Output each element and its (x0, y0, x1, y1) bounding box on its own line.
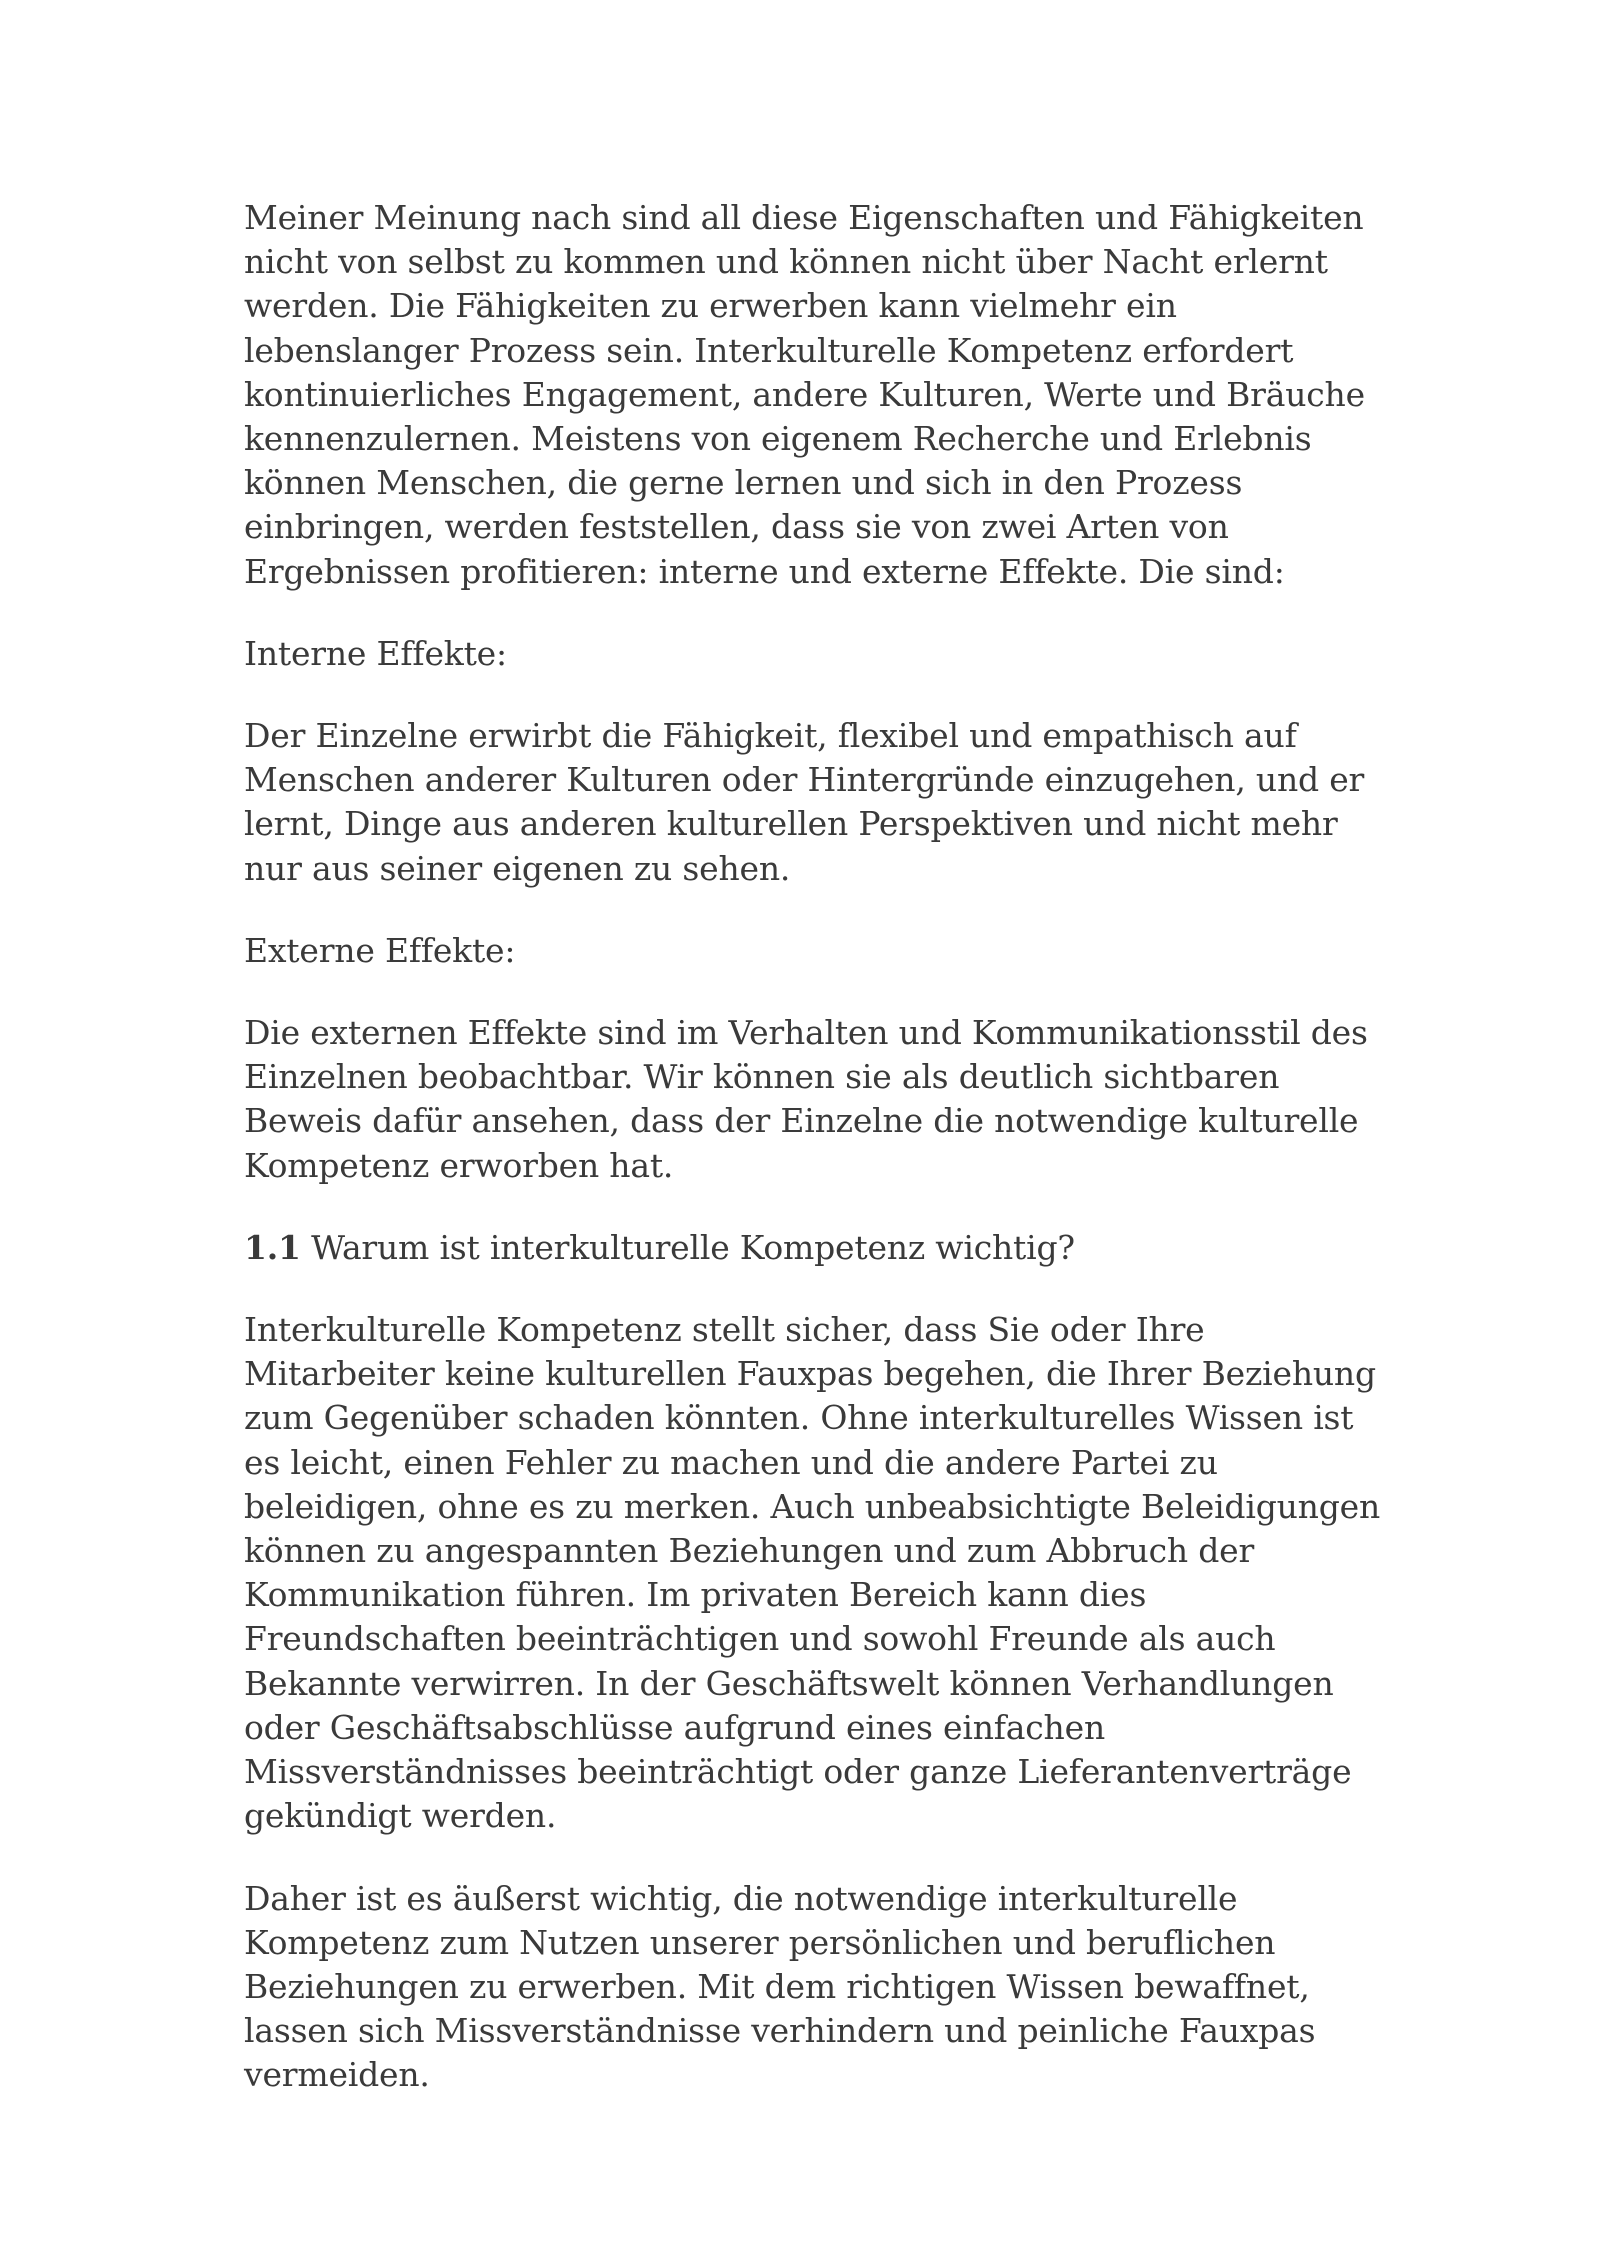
internal-effects-paragraph: Der Einzelne erwirbt die Fähigkeit, flexibel und empathisch auf Menschen anderer Kulturen oder Hintergründe einzugehen, und er lernt, Dinge aus anderen kulturellen Perspektiven und nicht mehr nur aus seiner eigenen zu sehen. (244, 716, 1365, 888)
conclusion-paragraph: Daher ist es äußerst wichtig, die notwendige interkulturelle Kompetenz zum Nutzen unserer persönlichen und beruflichen Beziehungen zu erwerben. Mit dem richtigen Wissen bewaffnet, lassen sich Missverständnisse verhindern und peinliche Fauxpas vermeiden. (244, 1878, 1316, 2095)
external-effects-paragraph: Die externen Effekte sind im Verhalten und Kommunikationsstil des Einzelnen beobachtbar. Wir können sie als deutlich sichtbaren Beweis dafür ansehen, dass der Einzelne die notwendige kulturelle Kompetenz erworben hat. (244, 1013, 1368, 1185)
importance-paragraph: Interkulturelle Kompetenz stellt sicher, dass Sie oder Ihre Mitarbeiter keine kulturellen Fauxpas begehen, die Ihrer Beziehung zum Gegenüber schaden könnten. Ohne interkulturelles Wissen ist es leicht, einen Fehler zu machen und die andere Partei zu beleidigen, ohne es zu merken. Auch unbeabsichtigte Beleidigungen können zu angespannten Beziehungen und zum Abbruch der Kommunikation führen. Im privaten Bereich kann dies Freundschaften beeinträchtigen und sowohl Freunde als auch Bekannte verwirren. In der Geschäftswelt können Verhandlungen oder Geschäftsabschlüsse aufgrund eines einfachen Missverständnisses beeinträchtigt oder ganze Lieferantenverträge gekündigt werden. (244, 1310, 1381, 1836)
external-effects-label: Externe Effekte: (244, 930, 516, 970)
internal-effects-label: Interne Effekte: (244, 633, 507, 673)
section-title: Warum ist interkulturelle Kompetenz wichtig? (311, 1227, 1075, 1267)
intro-paragraph: Meiner Meinung nach sind all diese Eigenschaften und Fähigkeiten nicht von selbst zu kommen und können nicht über Nacht erlernt werden. Die Fähigkeiten zu erwerben kann vielmehr ein lebenslanger Prozess sein. Interkulturelle Kompetenz erfordert kontinuierliches Engagement, andere Kulturen, Werte und Bräuche kennenzulernen. Meistens von eigenem Recherche und Erlebnis können Menschen, die gerne lernen und sich in den Prozess einbringen, werden feststellen, dass sie von zwei Arten von Ergebnissen profitieren: interne und externe Effekte. Die sind: (244, 198, 1365, 591)
section-heading (244, 1226, 1394, 1270)
document-page (244, 196, 1394, 2136)
section-number: 1.1 (244, 1227, 301, 1267)
